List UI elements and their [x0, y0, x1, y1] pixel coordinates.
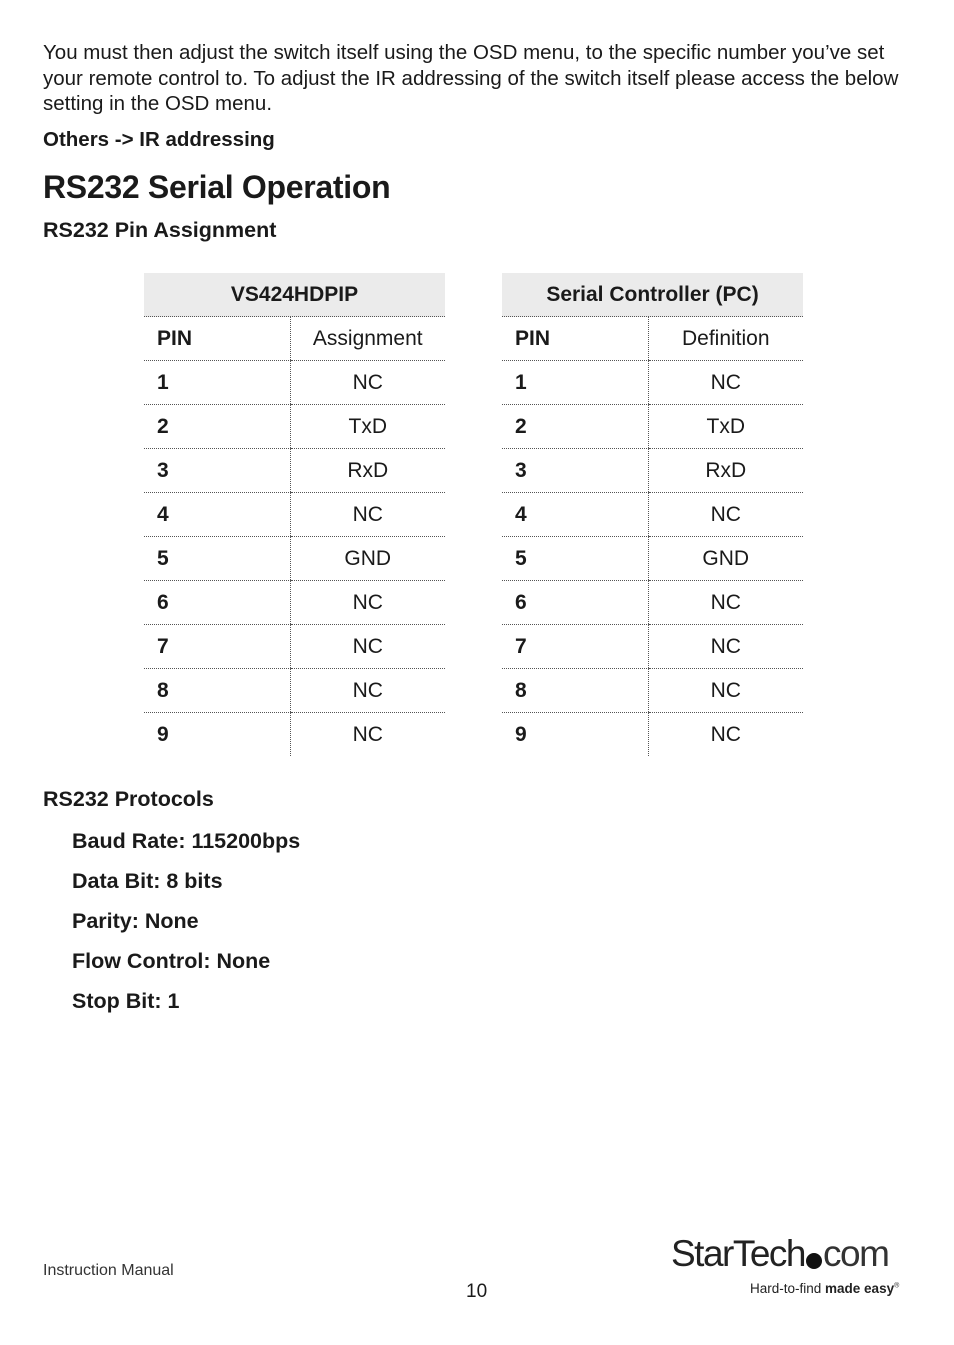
table-row — [144, 449, 445, 493]
pin-number: 5 — [144, 537, 290, 581]
protocol-data-bit: Data Bit: 8 bits — [72, 869, 223, 893]
pin-assignment-title: RS232 Pin Assignment — [43, 218, 277, 242]
pin-value: NC — [648, 625, 803, 669]
pin-value: GND — [648, 537, 803, 581]
pin-value: TxD — [290, 405, 445, 449]
protocol-parity: Parity: None — [72, 909, 199, 933]
pin-value: NC — [648, 713, 803, 757]
switch-pin-table — [144, 273, 445, 756]
table-header-row — [144, 317, 445, 361]
pin-value: NC — [290, 625, 445, 669]
protocol-baud-rate: Baud Rate: 115200bps — [72, 829, 301, 853]
table-row — [502, 449, 803, 493]
pin-number: 6 — [502, 581, 648, 625]
table-row — [502, 713, 803, 757]
pin-number: 7 — [144, 625, 290, 669]
logo-tagline: Hard-to-find made easy® — [750, 1281, 900, 1296]
osd-menu-path: Others -> IR addressing — [43, 128, 275, 151]
section-title: RS232 Serial Operation — [43, 169, 391, 205]
table-caption: VS424HDPIP — [144, 273, 445, 317]
pin-number: 4 — [502, 493, 648, 537]
table-row — [502, 493, 803, 537]
protocol-flow-control: Flow Control: None — [72, 949, 271, 973]
pin-number: 2 — [144, 405, 290, 449]
pin-value: RxD — [290, 449, 445, 493]
logo-brand: StarTech — [671, 1233, 806, 1274]
pin-value: NC — [648, 669, 803, 713]
pin-value: NC — [290, 713, 445, 757]
table-row — [502, 361, 803, 405]
pin-value: GND — [290, 537, 445, 581]
table-row — [144, 537, 445, 581]
pin-number: 9 — [515, 722, 527, 746]
assignment-column-header: Assignment — [290, 317, 445, 361]
startech-logo — [671, 1232, 911, 1302]
table-row — [144, 625, 445, 669]
pc-pin-table — [502, 273, 803, 756]
protocols-title: RS232 Protocols — [43, 787, 214, 811]
pin-value: NC — [648, 581, 803, 625]
pin-number: 8 — [502, 669, 648, 713]
pin-number: 2 — [502, 405, 648, 449]
pin-number: 6 — [144, 581, 290, 625]
table-row — [144, 669, 445, 713]
pin-value: NC — [290, 581, 445, 625]
pin-column-header: PIN — [502, 317, 648, 361]
pin-value: TxD — [648, 405, 803, 449]
logo-dot-icon — [806, 1253, 822, 1269]
table-row — [144, 713, 445, 757]
pin-column-header: PIN — [144, 317, 290, 361]
logo-suffix: com — [823, 1233, 889, 1274]
pin-value: RxD — [648, 449, 803, 493]
footer-label: Instruction Manual — [43, 1262, 174, 1279]
pin-value: NC — [290, 493, 445, 537]
pin-value: NC — [290, 669, 445, 713]
table-row — [144, 493, 445, 537]
table-row — [144, 405, 445, 449]
table-row — [502, 581, 803, 625]
pin-number: 7 — [502, 625, 648, 669]
table-row — [502, 537, 803, 581]
table-row — [502, 669, 803, 713]
pin-number: 9 — [157, 722, 169, 746]
definition-column-header: Definition — [648, 317, 803, 361]
table-row — [144, 581, 445, 625]
table-row — [144, 361, 445, 405]
table-row — [502, 405, 803, 449]
pin-value: NC — [290, 361, 445, 405]
pin-number: 1 — [144, 361, 290, 405]
pin-number: 8 — [144, 669, 290, 713]
pin-number: 4 — [144, 493, 290, 537]
pin-number: 3 — [502, 449, 648, 493]
pin-number: 3 — [144, 449, 290, 493]
pin-value: NC — [648, 493, 803, 537]
pin-number: 5 — [502, 537, 648, 581]
protocol-stop-bit: Stop Bit: 1 — [72, 989, 180, 1013]
intro-paragraph: You must then adjust the switch itself using the OSD menu, to the specific number you’ve set your remote control to. To adjust the IR addressing of the switch itself please access the below setting in the OSD menu. — [43, 41, 899, 115]
page-number: 10 — [466, 1281, 488, 1302]
table-row — [502, 625, 803, 669]
protocol-list — [72, 827, 300, 1027]
table-header-row — [502, 317, 803, 361]
pin-number: 1 — [502, 361, 648, 405]
table-caption: Serial Controller (PC) — [502, 273, 803, 317]
pin-value: NC — [648, 361, 803, 405]
